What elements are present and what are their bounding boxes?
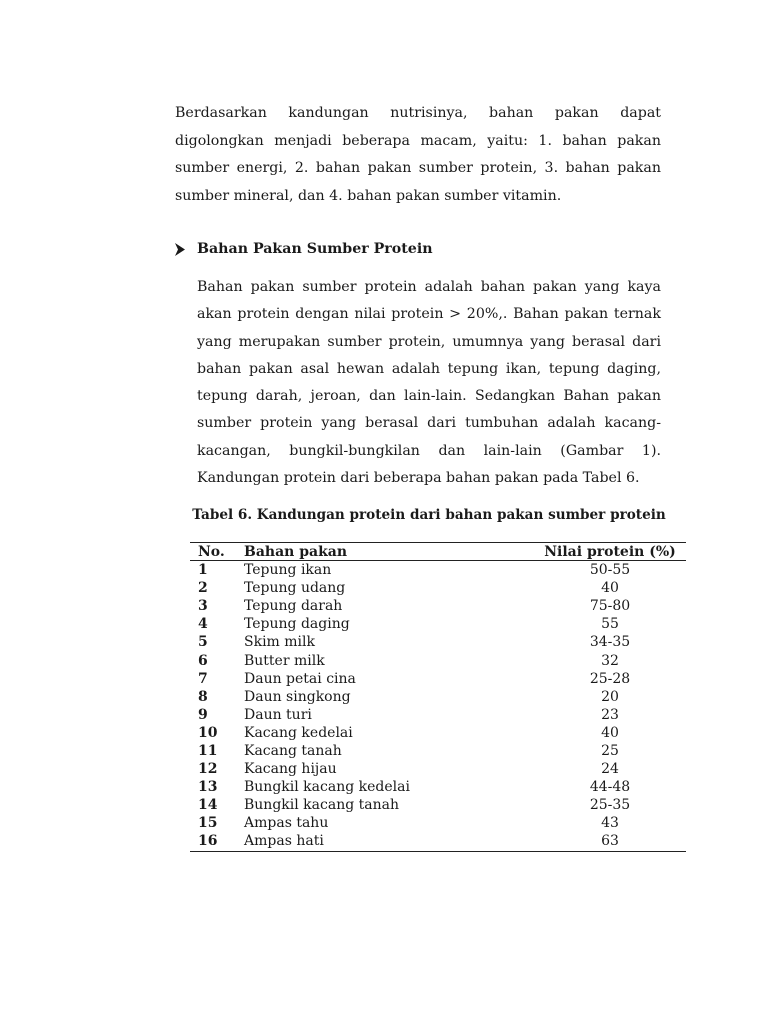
arrowhead-bullet-icon [175,243,185,256]
cell-value: 40 [601,580,619,597]
cell-name: Tepung daging [244,616,350,633]
cell-no: 15 [198,815,218,832]
cell-name: Ampas hati [244,832,534,851]
table-row [190,778,686,796]
section-heading-text: Bahan Pakan Sumber Protein [197,241,433,257]
cell-value: 25-28 [589,670,631,687]
cell-no: 5 [198,634,208,651]
table-row [190,814,686,832]
cell-name: Tepung ikan [244,562,332,579]
table-row [190,706,686,724]
cell-no: 3 [198,598,208,615]
header-value: Nilai protein (%) [534,543,686,561]
cell-name: Skim milk [244,634,315,651]
cell-no: 8 [198,688,208,705]
cell-value: 23 [601,706,619,723]
section-heading [175,241,433,257]
cell-name: Kacang hijau [244,761,337,778]
cell-value: 20 [601,688,619,705]
table-caption: Tabel 6. Kandungan protein dari bahan pakan sumber protein [192,507,666,523]
cell-name: Bungkil kacang tanah [244,797,399,814]
intro-paragraph: Berdasarkan kandungan nutrisinya, bahan pakan dapat digolongkan menjadi beberapa macam, yaitu: 1. bahan pakan sumber energi, 2. bahan pakan sumber protein, 3. bahan pakan sumber mineral, dan 4. bahan pakan sumber vitamin. [175,105,661,204]
protein-table [190,542,686,852]
cell-no: 10 [198,724,218,741]
table-row [190,742,686,760]
table-row [190,651,686,669]
table-row [190,832,686,851]
cell-name: Kacang tanah [244,742,342,759]
cell-no: 11 [198,742,218,759]
cell-no: 9 [198,706,208,723]
cell-no: 6 [198,652,208,669]
cell-name: Daun singkong [244,688,351,705]
table-row [190,597,686,615]
cell-value: 55 [601,616,619,633]
table-row [190,561,686,580]
cell-name: Tepung darah [244,598,343,615]
cell-no: 13 [198,779,218,796]
cell-value: 43 [601,815,619,832]
cell-no: 7 [198,670,208,687]
cell-value: 24 [601,761,619,778]
cell-no: 12 [198,761,218,778]
cell-value: 44-48 [589,779,631,796]
cell-value: 34-35 [589,634,631,651]
cell-value: 32 [601,652,619,669]
cell-name: Butter milk [244,652,325,669]
table-row [190,633,686,651]
cell-value: 25 [601,742,619,759]
cell-no: 1 [198,562,208,579]
cell-no: 14 [198,797,218,814]
cell-name: Daun turi [244,706,312,723]
cell-name: Daun petai cina [244,670,356,687]
cell-value: 63 [534,832,686,851]
cell-value: 75-80 [589,598,631,615]
table-row [190,670,686,688]
cell-value: 25-35 [589,797,631,814]
cell-name: Tepung udang [244,580,346,597]
cell-name: Bungkil kacang kedelai [244,779,410,796]
cell-name: Kacang kedelai [244,724,353,741]
table-row [190,579,686,597]
table-row [190,796,686,814]
cell-value: 50-55 [589,562,631,579]
section-body-paragraph: Bahan pakan sumber protein adalah bahan pakan yang kaya akan protein dengan nilai protein > 20%,. Bahan pakan ternak yang merupakan sumber protein, umumnya yang berasal dari bahan pakan asal hewan adalah tepung ikan, tepung daging, tepung darah, jeroan, dan lain-lain. Sedangkan Bahan pakan sumber protein yang berasal dari tumbuhan adalah kacang-kacangan, bungkil-bungkilan dan lain-lain (Gambar 1). Kandungan protein dari beberapa bahan pakan pada Tabel 6. [197,279,661,487]
cell-no: 2 [198,580,208,597]
cell-no: 4 [198,616,208,633]
table-row [190,760,686,778]
table-row [190,615,686,633]
cell-name: Ampas tahu [244,815,329,832]
table-header-row [190,543,686,561]
header-name: Bahan pakan [244,543,534,561]
table-body [190,561,686,852]
cell-value: 40 [601,724,619,741]
table-row [190,724,686,742]
table-row [190,688,686,706]
cell-no: 16 [190,832,244,851]
header-no: No. [190,543,244,561]
